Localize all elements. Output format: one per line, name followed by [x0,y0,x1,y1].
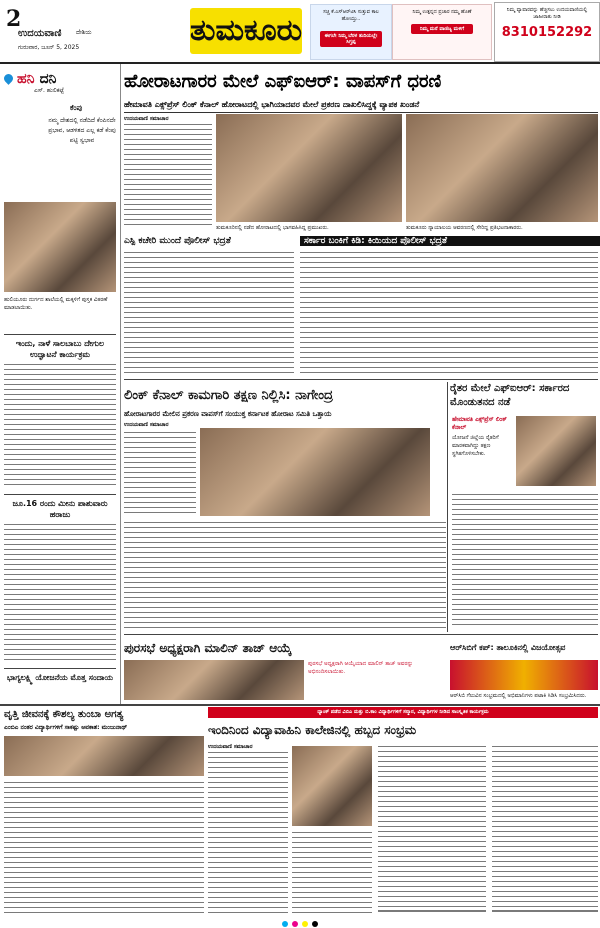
reporter-tag-1: ಉದಯವಾಣಿ ಸಮಾಚಾರ [124,116,169,122]
police-headline: ಎಸ್ಪಿ ಕಚೇರಿ ಮುಂದೆ ಪೊಲೀಸ್ ಭದ್ರತೆ [124,236,231,246]
hani-label: ಹನಿ [17,71,35,87]
farmer-story-body [452,494,598,629]
vrutti-headline: ವೃತ್ತಿ ಜೀವನಕ್ಕೆ ಕೌಶಲ್ಯ ತುಂಬಾ ಅಗತ್ಯ [4,709,124,720]
school-photo-caption: ಹುಲಿಯೂರು ದುರ್ಗದ ಶಾಲೆಯಲ್ಲಿ ಮಕ್ಕಳಿಗೆ ಪುಸ್ತಕ ವಿತರಣೆ ಮಾಡಲಾಯಿತು. [4,297,108,311]
cyan-mark [282,921,288,927]
drop-icon [2,72,15,85]
link-canal-headline: ಲಿಂಕ್ ಕೆನಾಲ್ ಕಾಮಗಾರಿ ತಕ್ಷಣ ನಿಲ್ಲಿಸಿ: ನಾಗೇಂದ್ರ [124,388,333,403]
city-title: ತುಮಕೂರು [190,8,302,54]
black-mark [312,921,318,927]
vidya-strip: ದ್ಯಾಂಕ್ ಪಡೆದ ವಿಬಿಎ ಮತ್ತು ಬಿ.ಕಾಂ ವಿದ್ಯಾರ್ಥಿಗಳಿಗೆ ಸನ್ಮಾನ, ವಿದ್ಯಾರ್ಥಿಗಳ ನೀಡಿದ ಸಾಂಸ್ಕೃತಿಕ ಕಾರ್ಯಕ್ರಮ [208,707,598,718]
temple-story-head: ಇಂದು, ನಾಳೆ ಸಾಲಬಾಬು ದೇಗುಲ ಉದ್ಘಾಟನೆ ಕಾರ್ಯಕ್ರಮ [15,339,105,359]
registration-marks [0,920,600,928]
masthead [0,0,600,64]
ad-phone [494,2,600,62]
page-number: 2 [6,6,22,32]
vidya-portrait [292,746,372,826]
bhagyalakshmi-head: ಭಾಗ್ಯಲಕ್ಷ್ಮಿ ಯೋಜನೆಯ ಮೊತ್ತ ಸಂದಾಯ [6,673,114,682]
reporter-tag-3: ಉದಯವಾಣಿ ಸಮಾಚಾರ [208,744,253,750]
main-story-col1 [124,124,212,229]
ad1-text: ಸಚ್ಚಿ ಕೆ.ಎಸ್‌ಆರ್‌ಟಿಸಿ ಸುತ್ತುವ ಕಾಲ ಹೋಯ್ತು.. [323,9,379,22]
brand-sub: ದೇಶಿಯ [76,29,92,36]
ad-ksrtc [310,4,392,60]
vrutti-photo [4,736,204,776]
farmer-portrait [516,416,596,486]
hani-byline: ಎಸ್. ಹುಲಿಕಟ್ಟೆ [34,87,64,94]
arsibi-photo [450,660,598,690]
vidya-col2 [292,832,372,917]
hani-poem: ನಮ್ಮ ದೇಶದಲ್ಲಿ ನಡೆದಿದೆ ಕೆಂಪಿನದೇ ಪ್ರಭಾವ, ಆಡಳಿತದ ಎಲ್ಲ ಕಡೆ ಕೆಂಪು ಪಟ್ಟಿ ಸ್ವಭಾವ [48,117,116,144]
arsibi-caption: ಆರ್‌ಸಿಬಿ ಗೆಲುವಿನ ಸಂಭ್ರಮದಲ್ಲಿ ಅಭಿಮಾನಿಗಳು ಪಟಾಕಿ ಸಿಡಿಸಿ ಸಂಭ್ರಮಿಸಿದರು. [450,693,587,699]
main-subhead: ಹೇಮಾವತಿ ಎಕ್ಸ್‌ಪ್ರೆಸ್ ಲಿಂಕ್ ಕೆನಾಲ್ ಹೋರಾಟದಲ್ಲಿ ಭಾಗಿಯಾದವರ ಮೇಲೆ ಪ್ರಕರಣ ದಾಖಲಿಸಿದ್ದಕ್ಕೆ ವ್ಯಾಪಕ ಖಂಡನೆ [124,98,598,113]
malinya-quote: ಪುರಸಭೆ ಅಧ್ಯಕ್ಷರಾಗಿ ಆಯ್ಕೆಯಾದ ಮಾಲಿನ್ ತಾಜ್ ಅವರನ್ನು ಅಭಿನಂದಿಸಲಾಯಿತು. [308,661,413,675]
vrutti-subhead: ಎಂಬಿಎ ನಂತರ ವಿದ್ಯಾರ್ಥಿಗಳಿಗೆ ಸಾಕಷ್ಟು ಅವಕಾಶ: ಮಂಜುನಾಥ್ [4,724,128,731]
malinya-photo [124,660,304,700]
fish-auction-body [4,524,116,664]
divider [4,494,116,495]
section-divider [124,379,598,380]
police-story-body [124,252,294,377]
vidya-headline: ಇಂದಿನಿಂದ ವಿದ್ಯಾವಾಹಿನಿ ಕಾಲೇಜಿನಲ್ಲಿ ಹಬ್ಬದ ಸಂಭ್ರಮ [208,723,417,737]
reporter-tag-2: ಉದಯವಾಣಿ ಸಮಾಚಾರ [124,422,169,428]
section-divider [124,634,598,635]
protest-photo-2-caption: ತುಮಕೂರು ನ್ಯಾಯಾಲಯ ಆವರಣದಲ್ಲಿ ಸೇರಿದ್ದ ಪ್ರತಿಭಟನಾಕಾರರು. [406,225,523,231]
vidya-col3 [378,746,486,915]
vrutti-body [4,782,204,917]
arsibi-headline: ಆರ್‌ಸಿಬಿಗೆ ಕಪ್: ತಾಲೂಕಿನಲ್ಲಿ ವಿಜಯೋತ್ಸವ [450,643,566,652]
yellow-mark [302,921,308,927]
vidya-col4 [492,746,598,915]
dani-label: ದನಿ [39,71,57,87]
sarkar-story-body [300,252,598,377]
link-canal-quote-text: ಯೋಜನೆ ಜಿಲ್ಲೆಯ ರೈತರಿಗೆ ಮಾರಕವಾಗಿದ್ದು ತಕ್ಷಣ ಸ್ಥಗಿತಗೊಳಿಸಬೇಕು. [452,435,499,457]
brand-name: ಉದಯವಾಣಿ [18,28,62,39]
fish-auction-head: ಜೂ.16 ರಂದು ಮೀನು ಪಾಶುವಾರು ಹರಾಜು [12,499,108,519]
ad3-phone-number: 8310152292 [501,25,593,40]
sarkar-headline: ಸರ್ಕಾರ ಬಂಕಿಗೆ ಕಿಡಿ: ಕಿಯಿಯದ ಪೊಲೀಸ್ ಭದ್ರತೆ [300,236,600,246]
ad1-cta: ಈಗಲೇ ನಿಮ್ಮ ಬೆರಳ ತುದಿಯಲ್ಲೇ ಸಿಗ್ತಪ್ಪ [320,31,382,47]
temple-story-body [4,364,116,489]
link-canal-subhead: ಹೋರಾಟಗಾರರ ಮೇಲಿನ ಪ್ರಕರಣ ವಾಪಸ್‌ಗೆ ಸಂಯುಕ್ತ ಕರ್ನಾಟಕ ಹೋರಾಟ ಸಮಿತಿ ಒತ್ತಾಯ [124,410,332,418]
school-photo [4,202,116,292]
edition-date: ಗುರುವಾರ, ಜೂನ್ 5, 2025 [18,44,80,51]
malinya-headline: ಪುರಸಭೆ ಅಧ್ಯಕ್ಷರಾಗಿ ಮಾಲಿನ್ ತಾಜ್ ಆಯ್ಕೆ [124,641,292,655]
link-canal-col1 [124,432,196,517]
ad3-text: ನಿಮ್ಮ ವ್ಯಾಪಾರವನ್ನು ಹೆಚ್ಚಿಸಲು ಉದಯವಾಣಿಯಲ್ಲಿ ಜಾಹೀರಾತು ನೀಡಿ [506,7,588,20]
col-divider [447,382,448,632]
farmer-headline: ರೈತರ ಮೇಲೆ ಎಫ್‌ಐಆರ್: ಸರ್ಕಾರದ ಮೊಂಡುತನದ ನಡೆ [450,383,570,408]
left-column [0,64,121,704]
link-canal-body [124,522,446,632]
ad2-cta: ನಿಮ್ಮ ಮನೆ ವಾಣಿಜ್ಯ ಮಳಿಗೆ [411,24,473,34]
protest-photo-2 [406,114,598,222]
protest-photo-1 [216,114,402,222]
ad-promo [392,4,492,60]
ad2-text: ನಿಮ್ಮ ಉತ್ಪನ್ನದ ಪ್ರಚಾರ ನಮ್ಮ ಹೊಣೆ [412,9,472,15]
magenta-mark [292,921,298,927]
hani-tag: ಕೆಂಪು [70,104,83,112]
protest-photo-1-caption: ತುಮಕೂರಿನಲ್ಲಿ ನಡೆದ ಹೋರಾಟದಲ್ಲಿ ಭಾಗವಹಿಸಿದ್ದ ಪ್ರಮುಖರು. [216,225,329,231]
vidya-col1 [208,752,288,916]
divider [4,334,116,335]
main-headline: ಹೋರಾಟಗಾರರ ಮೇಲೆ ಎಫ್‌ಐಆರ್: ವಾಪಸ್‌ಗೆ ಧರಣಿ [124,71,442,92]
link-canal-photo [200,428,430,516]
link-canal-quote-head: ಹೇಮಾವತಿ ಎಕ್ಸ್‌ಪ್ರೆಸ್ ಲಿಂಕ್ ಕೆನಾಲ್ [452,416,507,431]
divider [4,668,116,669]
hani-dani-logo [4,68,116,98]
